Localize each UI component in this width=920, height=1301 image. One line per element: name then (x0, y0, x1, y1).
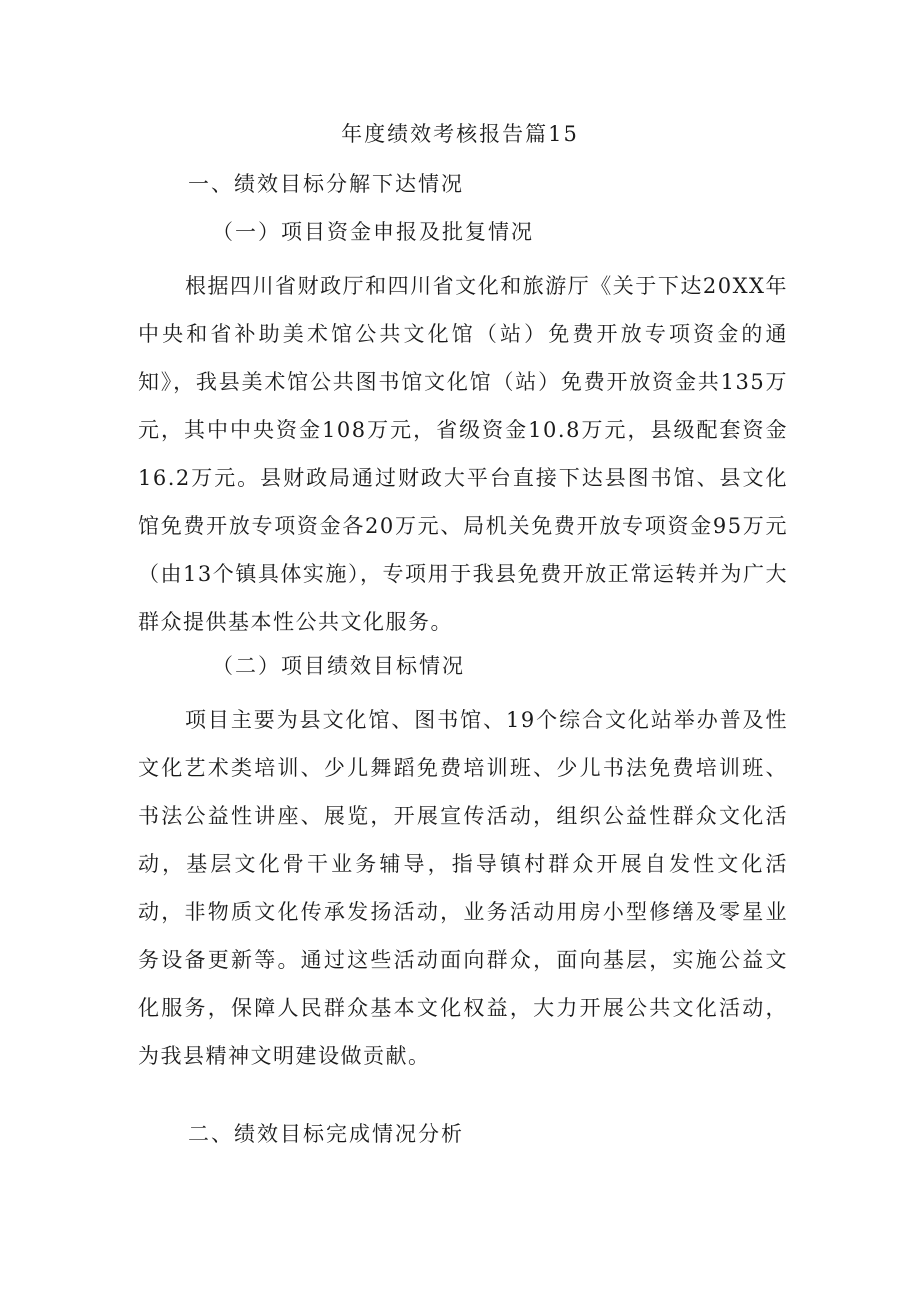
section-heading-1: 一、绩效目标分解下达情况 (188, 172, 464, 196)
subsection-heading-1: （一）项目资金申报及批复情况 (212, 220, 534, 244)
section-heading-2: 二、绩效目标完成情况分析 (188, 1122, 464, 1146)
subsection-heading-2: （二）项目绩效目标情况 (212, 654, 465, 678)
document-title: 年度绩效考核报告篇15 (341, 122, 579, 146)
paragraph-objectives: 项目主要为县文化馆、图书馆、19个综合文化站举办普及性文化艺术类培训、少儿舞蹈免费培训班、少儿书法免费培训班、书法公益性讲座、展览，开展宣传活动，组织公益性群众文化活动，基层文化骨干业务辅导，指导镇村群众开展自发性文化活动，非物质文化传承发扬活动，业务活动用房小型修缮及零星业务设备更新等。通过这些活动面向群众，面向基层，实施公益文化服务，保障人民群众基本文化权益，大力开展公共文化活动，为我县精神文明建设做贡献。 (138, 708, 788, 1068)
paragraph-funding: 根据四川省财政厅和四川省文化和旅游厅《关于下达20XX年中央和省补助美术馆公共文化馆（站）免费开放专项资金的通知》，我县美术馆公共图书馆文化馆（站）免费开放资金共135万元，其中中央资金108万元，省级资金10.8万元，县级配套资金16.2万元。县财政局通过财政大平台直接下达县图书馆、县文化馆免费开放专项资金各20万元、局机关免费开放专项资金95万元（由13个镇具体实施），专项用于我县免费开放正常运转并为广大群众提供基本性公共文化服务。 (138, 274, 788, 634)
